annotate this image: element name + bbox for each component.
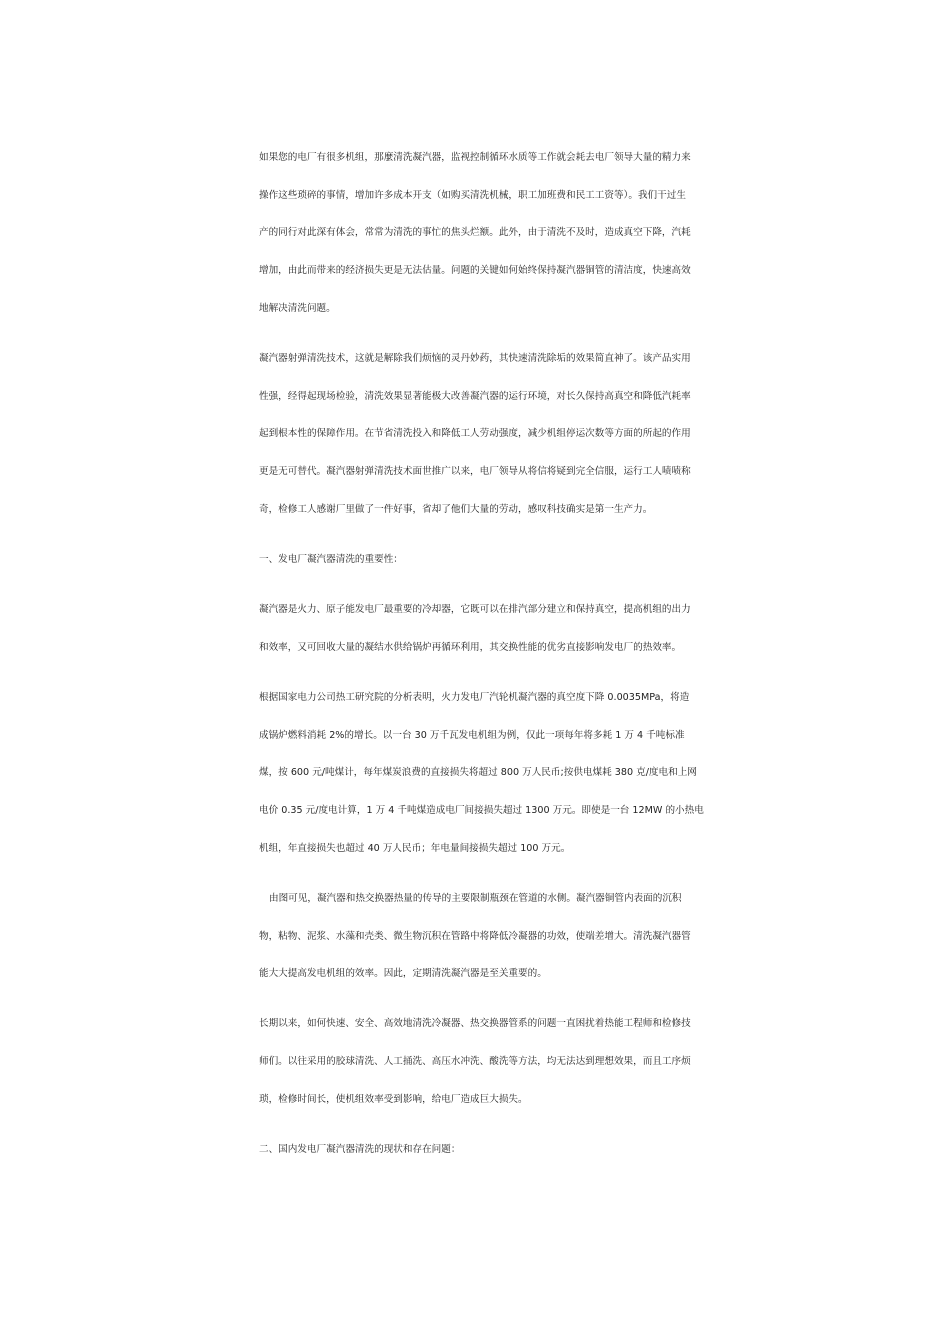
- text-line: 性强，经得起现场检验，清洗效果显著能极大改善凝汽器的运行环境，对长久保持高真空和降低汽耗率: [259, 390, 691, 402]
- text-line: 成锅炉燃料消耗 2%的增长。以一台 30 万千瓦发电机组为例，仅此一项每年将多耗 1 万 4 千吨标准: [259, 729, 685, 741]
- paragraph-gap: [259, 1131, 691, 1144]
- paragraph-gap: [259, 591, 691, 604]
- paragraph-gap: [259, 339, 691, 352]
- paragraph-gap: [259, 879, 691, 892]
- text-line: 地解决清洗问题。: [259, 302, 336, 314]
- text-line: 煤，按 600 元/吨煤计，每年煤炭浪费的直接损失将超过 800 万人民币;按供电煤耗 380 克/度电和上网: [259, 767, 697, 779]
- text-line: 电价 0.35 元/度电计算，1 万 4 千吨煤造成电厂间接损失超过 1300 万元。即使是一台 12MW 的小热电: [259, 805, 704, 816]
- text-line: 和效率，又可回收大量的凝结水供给锅炉再循环利用，其交换性能的优劣直接影响发电厂的热效率。: [259, 641, 682, 653]
- text-line: 能大大提高发电机组的效率。因此，定期清洗凝汽器是至关重要的。: [259, 968, 547, 980]
- text-line: 操作这些琐碎的事情，增加许多成本开支（如购买清洗机械，职工加班费和民工工资等）。我们干过生: [259, 189, 686, 201]
- paragraph-condenser: [259, 603, 691, 678]
- text-line: 物，粘物、泥浆、水藻和壳类、微生物沉积在管路中将降低冷凝器的功效，使端差增大。清洗凝汽器管: [259, 930, 691, 942]
- paragraph-technology: [259, 352, 691, 540]
- text-line: 由图可见，凝汽器和热交换器热量的传导的主要限制瓶颈在管道的水侧。凝汽器铜管内表面的沉积: [269, 892, 682, 904]
- paragraph-gap: [259, 1005, 691, 1018]
- paragraph-gap: [259, 540, 691, 553]
- text-line: 师们。以往采用的胶球清洗、人工捅洗、高压水冲洗、酸洗等方法，均无法达到理想效果，而且工序烦: [259, 1056, 691, 1068]
- section-heading-1: [259, 553, 691, 591]
- section-heading: 二、国内发电厂凝汽器清洗的现状和存在问题：: [259, 1144, 461, 1155]
- text-line: 更是无可替代。凝汽器射弹清洗技术面世推广以来，电厂领导从将信将疑到完全信服，运行工人啧啧称: [259, 466, 691, 477]
- text-line: 根据国家电力公司热工研究院的分析表明，火力发电厂汽轮机凝汽器的真空度下降 0.0035MPa，将造: [259, 691, 690, 703]
- paragraph-gap: [259, 678, 691, 691]
- paragraph-analysis: [259, 691, 704, 879]
- paragraph-history: [259, 1017, 691, 1130]
- text-line: 如果您的电厂有很多机组，那麼清洗凝汽器，监视控制循环水质等工作就会耗去电厂领导大量的精力来: [259, 152, 691, 163]
- paragraph-intro: [259, 151, 691, 339]
- text-line: 长期以来，如何快速、安全、高效地清洗冷凝器、热交换器管系的问题一直困扰着热能工程师和检修技: [259, 1018, 691, 1030]
- document-body: [259, 151, 704, 1181]
- text-line: 机组，年直接损失也超过 40 万人民币；年电量间接损失超过 100 万元。: [259, 842, 571, 854]
- text-line: 起到根本性的保障作用。在节省清洗投入和降低工人劳动强度，减少机组停运次数等方面的所起的作用: [259, 428, 691, 440]
- text-line: 奇，检修工人感谢厂里做了一件好事，省却了他们大量的劳动，感叹科技确实是第一生产力。: [259, 503, 653, 515]
- section-heading-2: [259, 1143, 691, 1181]
- text-line: 凝汽器是火力、原子能发电厂最重要的冷却器，它既可以在排汽部分建立和保持真空，提高机组的出力: [259, 604, 691, 616]
- text-line: 产的同行对此深有体会，常常为清洗的事忙的焦头烂额。此外，由于清洗不及时，造成真空下降，汽耗: [259, 227, 691, 239]
- section-heading: 一、发电厂凝汽器清洗的重要性：: [259, 553, 403, 565]
- text-line: 增加，由此而带来的经济损失更是无法估量。问题的关键如何始终保持凝汽器铜管的清洁度，快速高效: [259, 265, 691, 277]
- text-line: 琐，检修时间长，使机组效率受到影响，给电厂造成巨大损失。: [259, 1093, 528, 1105]
- text-line: 凝汽器射弹清洗技术，这就是解除我们烦恼的灵丹妙药，其快速清洗除垢的效果简直神了。该产品实用: [259, 352, 691, 364]
- paragraph-figure-note: [259, 892, 691, 1005]
